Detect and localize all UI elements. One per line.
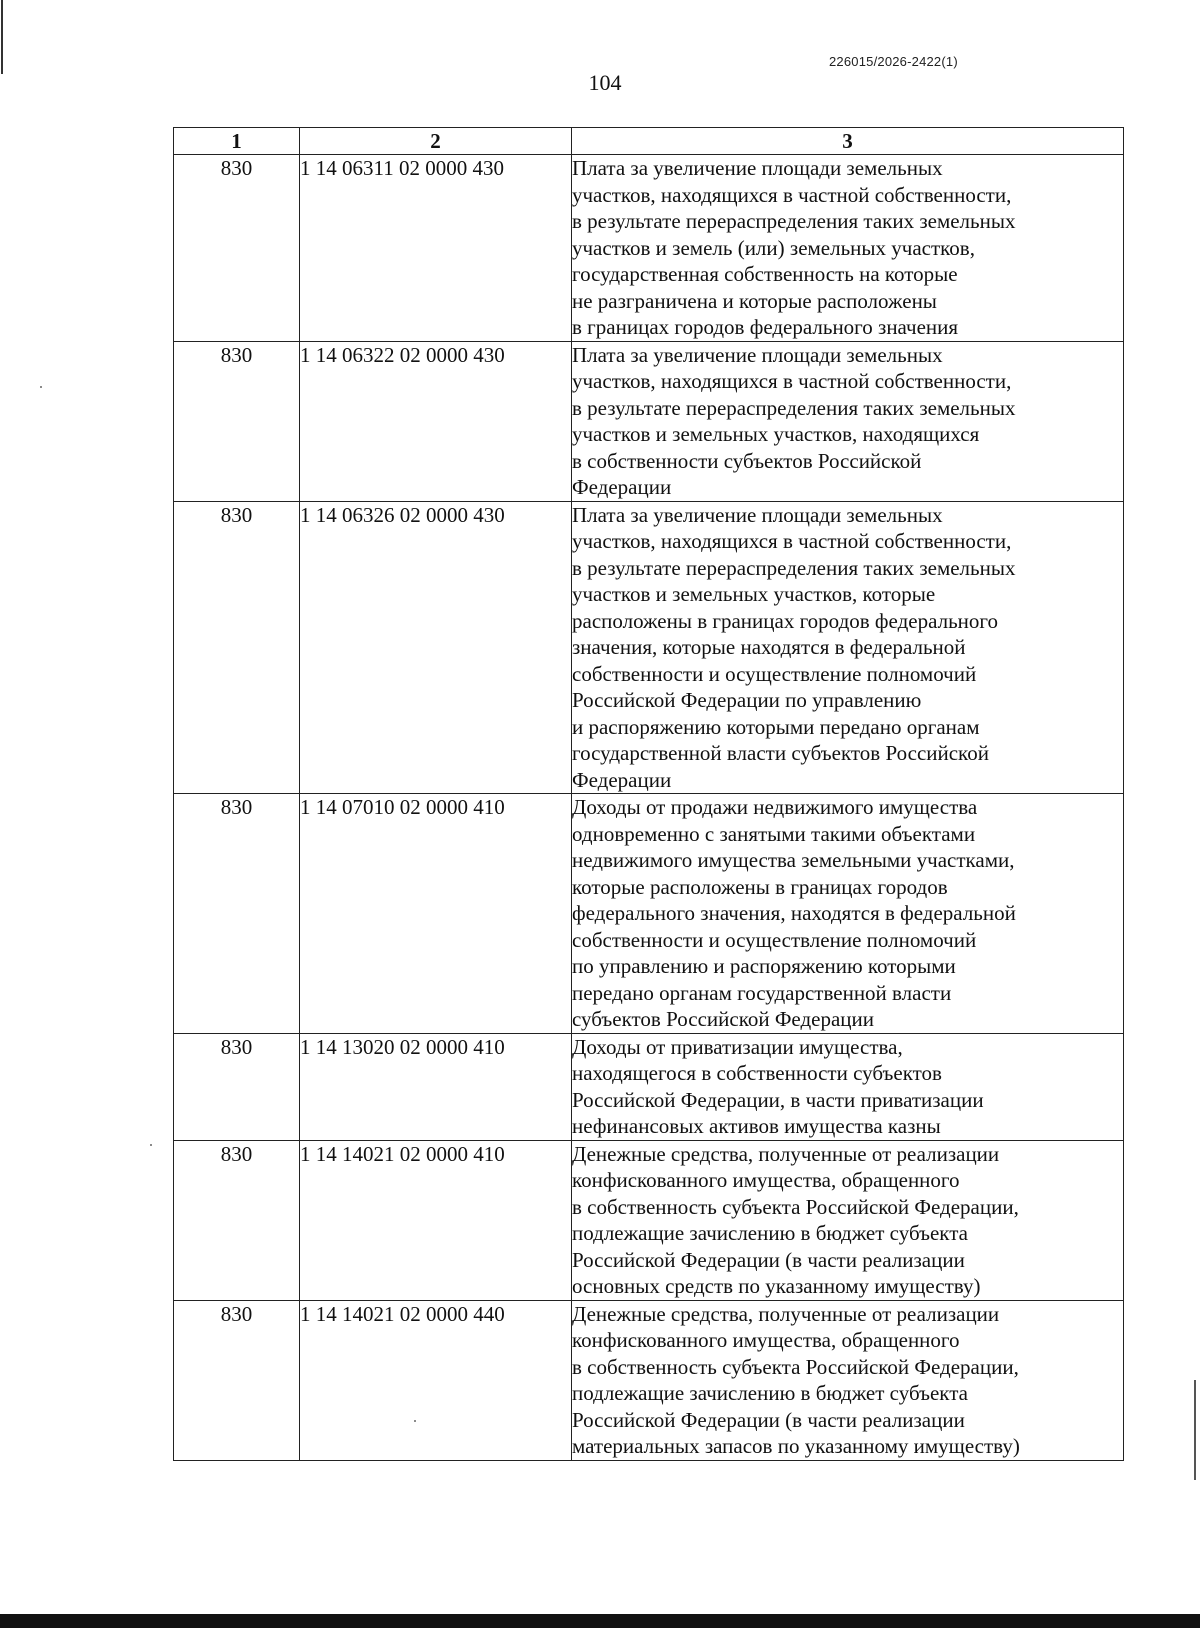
description-line: в границах городов федерального значения [572,315,959,339]
description-line: в собственность субъекта Российской Федерации, [572,1354,1019,1379]
description-line: Плата за увеличение площади земельных [572,156,943,180]
description-line: участков, находящихся в частной собственности, [572,369,1012,393]
budget-classification-code-cell: 1 14 07010 02 0000 410 [300,794,572,1034]
description-line: находящегося в собственности субъектов [572,1061,942,1085]
description-line: Доходы от приватизации имущества, [572,1034,903,1059]
description-line: не разграничена и которые расположены [572,288,937,313]
column-header: 1 [174,128,300,155]
administrator-code-cell: 830 [174,501,300,794]
budget-classification-code-cell: 1 14 13020 02 0000 410 [300,1033,572,1140]
income-description-cell [572,341,1124,501]
description-line: подлежащие зачислению в бюджет субъекта [572,1381,968,1405]
budget-classification-code-cell: 1 14 06322 02 0000 430 [300,341,572,501]
description-line: субъектов Российской Федерации [572,1007,875,1031]
table-row [174,794,1124,1034]
description-line: основных средств по указанному имуществу) [572,1274,981,1298]
description-line: государственная собственность на которые [572,262,958,286]
description-line: в собственности субъектов Российской [572,448,922,473]
description-line: значения, которые находятся в федеральной [572,635,966,659]
column-header: 3 [572,128,1124,155]
description-line: нефинансовых активов имущества казны [572,1114,941,1138]
description-line: участков и земельных участков, находящихся [572,422,980,446]
income-description-cell [572,155,1124,342]
administrator-code-cell: 830 [174,155,300,342]
administrator-code-cell: 830 [174,1140,300,1300]
description-line: собственности и осуществление полномочий [572,661,977,686]
description-line: подлежащие зачислению в бюджет субъекта [572,1221,968,1245]
description-line: Плата за увеличение площади земельных [572,342,943,367]
description-line: недвижимого имущества земельными участками, [572,848,1015,872]
description-line: Плата за увеличение площади земельных [572,502,943,527]
description-line: Федерации [572,767,672,792]
description-line: одновременно с занятыми такими объектами [572,821,976,846]
description-line: в собственность субъекта Российской Федерации, [572,1194,1019,1219]
income-description-cell [572,501,1124,794]
description-line: Денежные средства, полученные от реализации [572,1141,1000,1166]
scan-speck [150,1144,152,1146]
budget-codes-table [173,127,1124,1461]
administrator-code-cell: 830 [174,341,300,501]
description-line: конфискованного имущества, обращенного [572,1168,960,1192]
description-line: Российской Федерации по управлению [572,688,922,712]
column-header: 2 [300,128,572,155]
description-line: передано органам государственной власти [572,980,952,1005]
description-line: материальных запасов по указанному имуществу) [572,1434,1020,1458]
income-description-cell [572,1140,1124,1300]
table-row [174,155,1124,342]
description-line: и распоряжению которыми передано органам [572,714,980,739]
budget-classification-code-cell: 1 14 06311 02 0000 430 [300,155,572,342]
table-row [174,1140,1124,1300]
budget-classification-code-cell: 1 14 06326 02 0000 430 [300,501,572,794]
description-line: участков, находящихся в частной собственности, [572,182,1012,207]
description-line: участков, находящихся в частной собственности, [572,529,1012,553]
description-line: Федерации [572,475,672,499]
table-row [174,501,1124,794]
income-description-cell [572,794,1124,1034]
table-body [174,155,1124,1461]
page-number: 104 [588,70,622,95]
description-line: Российской Федерации (в части реализации [572,1247,965,1272]
description-line: Доходы от продажи недвижимого имущества [572,795,978,819]
description-line: государственной власти субъектов Российской [572,741,989,765]
table-header-row [174,128,1124,155]
description-line: по управлению и распоряжению которыми [572,954,956,978]
description-line: конфискованного имущества, обращенного [572,1328,960,1352]
description-line: в результате перераспределения таких земельных [572,209,1016,233]
table-row [174,1300,1124,1460]
description-line: в результате перераспределения таких земельных [572,395,1016,420]
description-line: которые расположены в границах городов [572,874,948,899]
description-line: участков и земельных участков, которые [572,582,936,606]
budget-classification-code-cell: 1 14 14021 02 0000 410 [300,1140,572,1300]
administrator-code-cell: 830 [174,1300,300,1460]
description-line: расположены в границах городов федерального [572,608,998,633]
income-description-cell [572,1033,1124,1140]
scan-edge-left [1,0,3,74]
description-line: федерального значения, находятся в федеральной [572,901,1016,925]
description-line: собственности и осуществление полномочий [572,927,977,952]
description-line: Российской Федерации, в части приватизации [572,1087,984,1112]
administrator-code-cell: 830 [174,794,300,1034]
budget-classification-code-cell: 1 14 14021 02 0000 440 [300,1300,572,1460]
scan-bottom-band [0,1614,1200,1628]
document-registration-number: 226015/2026-2422(1) [829,54,958,69]
description-line: участков и земель (или) земельных участков, [572,235,975,260]
description-line: Российской Федерации (в части реализации [572,1407,965,1432]
table-row [174,1033,1124,1140]
income-description-cell [572,1300,1124,1460]
table-row [174,341,1124,501]
description-line: Денежные средства, полученные от реализации [572,1301,1000,1326]
scan-speck [40,386,42,388]
administrator-code-cell: 830 [174,1033,300,1140]
scan-edge-right [1194,1380,1196,1480]
description-line: в результате перераспределения таких земельных [572,555,1016,580]
